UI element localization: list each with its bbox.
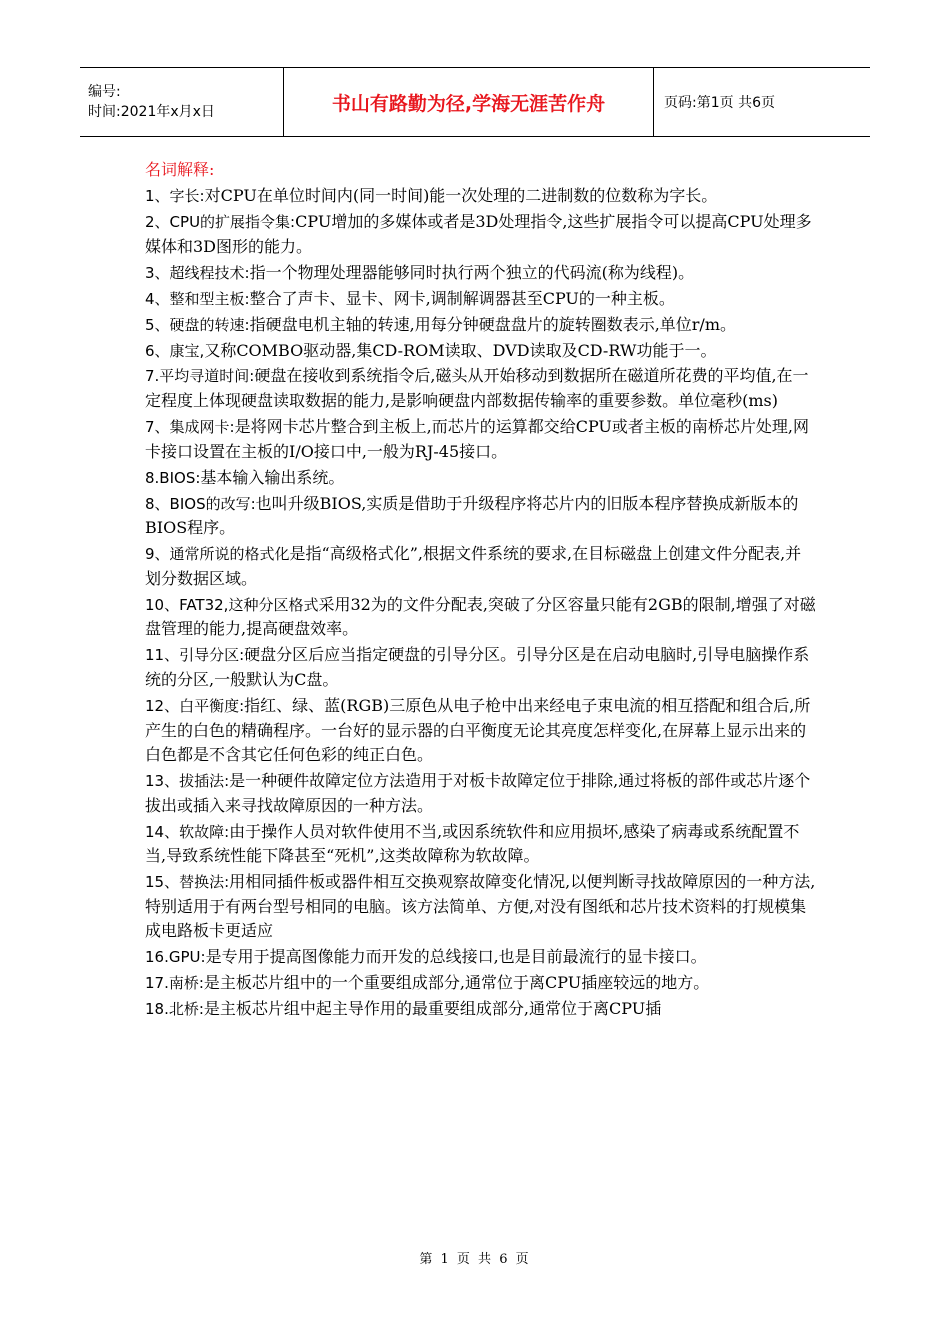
glossary-term: 7、集成网卡:: [145, 418, 235, 437]
glossary-entry: [145, 261, 817, 286]
glossary-definition: 是将网卡芯片整合到主板上,而芯片的运算都交给CPU或者主板的南桥芯片处理,网卡接口设置在主板的I/O接口中,一般为RJ-45接口。: [145, 417, 809, 461]
glossary-term: 8.BIOS:: [145, 468, 201, 487]
glossary-entry: [145, 870, 817, 944]
glossary-definition: 又称COMBO驱动器,集CD-ROM读取、DVD读取及CD-RW功能于一。: [204, 340, 717, 360]
glossary-definition: 指硬盘电机主轴的转速,用每分钟硬盘盘片的旋转圈数表示,单位r/m。: [249, 314, 736, 334]
glossary-entry: [145, 997, 817, 1022]
page-header: [80, 67, 870, 137]
glossary-term: 13、拔插法:: [145, 772, 230, 791]
glossary-term: 7.平均寻道时间:: [145, 367, 255, 386]
glossary-definition: 是主板芯片组中起主导作用的最重要组成部分,通常位于离CPU插: [203, 999, 662, 1019]
glossary-entry: [145, 313, 817, 338]
glossary-entry: [145, 339, 817, 364]
glossary-term: 5、硬盘的转速:: [145, 315, 250, 334]
glossary-definition: 指一个物理处理器能够同时执行两个独立的代码流(称为线程)。: [249, 262, 695, 282]
glossary-term: 4、整和型主板:: [145, 289, 250, 308]
glossary-entry: [145, 210, 817, 259]
glossary-definition: 也叫升级BIOS,实质是借助于升级程序将芯片内的旧版本程序替换成新版本的BIOS程序。: [145, 493, 799, 538]
document-number-label: 编号:: [88, 84, 121, 100]
glossary-term: 11、引导分区:: [145, 646, 245, 665]
document-body: [145, 158, 817, 1022]
glossary-term: 1、字长:: [145, 186, 205, 205]
glossary-definition: 对CPU在单位时间内(同一时间)能一次处理的二进制数的位数称为字长。: [204, 185, 718, 205]
glossary-definition: 硬盘在接收到系统指令后,磁头从开始移动到数据所在磁道所花费的平均值,在一定程度上体现硬盘读取数据的能力,是影响硬盘内部数据传输率的重要参数。单位毫秒(ms): [145, 366, 809, 411]
glossary-term: 12、白平衡度:: [145, 696, 245, 715]
glossary-term: 2、CPU的扩展指令集:: [145, 212, 296, 231]
glossary-definition: 基本输入输出系统。: [200, 467, 345, 487]
header-motto: 书山有路勤为径,学海无涯苦作舟: [284, 68, 654, 136]
glossary-term: 10、FAT32,这种分区格式: [145, 595, 319, 614]
glossary-entry: [145, 542, 817, 591]
glossary-term: 18.北桥:: [145, 1000, 204, 1019]
glossary-entry: [145, 694, 817, 768]
header-page-label: 页码:第1页 共6页: [664, 95, 775, 111]
glossary-entry: [145, 364, 817, 413]
glossary-entry: [145, 643, 817, 692]
section-title: 名词解释:: [145, 160, 215, 179]
glossary-term: 17.南桥:: [145, 974, 204, 993]
glossary-entry: [145, 769, 817, 818]
glossary-entry: [145, 492, 817, 541]
glossary-definition: 由于操作人员对软件使用不当,或因系统软件和应用损坏,感染了病毒或系统配置不当,导致系统性能下降甚至“死机”,这类故障称为软故障。: [145, 821, 800, 866]
glossary-definition: 是专用于提高图像能力而开发的总线接口,也是目前最流行的显卡接口。: [205, 947, 707, 967]
glossary-entry: [145, 971, 817, 996]
glossary-term: 9、通常所说的格式化: [145, 545, 290, 564]
glossary-definition: CPU增加的多媒体或者是3D处理指令,这些扩展指令可以提高CPU处理多媒体和3D图形的能力。: [145, 211, 812, 256]
glossary-definition: 整合了声卡、显卡、网卡,调制解调器甚至CPU的一种主板。: [249, 288, 675, 308]
glossary-definition: 是主板芯片组中的一个重要组成部分,通常位于离CPU插座较远的地方。: [203, 973, 710, 993]
glossary-entry: [145, 415, 817, 464]
glossary-term: 15、替换法:: [145, 873, 230, 892]
document-time-label: 时间:2021年x月x日: [88, 104, 215, 120]
page-footer: 第 1 页 共 6 页: [419, 1252, 531, 1267]
glossary-list: [145, 184, 817, 1022]
glossary-definition: 用相同插件板或器件相互交换观察故障变化情况,以便判断寻找故障原因的一种方法,特别适用于有两台型号相同的电脑。该方法简单、方便,对没有图纸和芯片技术资料的打规模集成电路板卡更适应: [145, 872, 816, 941]
glossary-entry: [145, 945, 817, 970]
glossary-entry: [145, 466, 817, 491]
glossary-term: 8、BIOS的改写:: [145, 494, 256, 513]
glossary-entry: [145, 820, 817, 869]
glossary-definition: 硬盘分区后应当指定硬盘的引导分区。引导分区是在启动电脑时,引导电脑操作系统的分区,一般默认为C盘。: [145, 645, 810, 689]
glossary-definition: 是一种硬件故障定位方法造用于对板卡故障定位于排除,通过将板的部件或芯片逐个拔出或插入来寻找故障原因的一种方法。: [145, 771, 811, 815]
glossary-entry: [145, 593, 817, 642]
glossary-term: 6、康宝,: [145, 341, 205, 360]
glossary-definition: 采用32为的文件分配表,突破了分区容量只能有2GB的限制,增强了对磁盘管理的能力,提高硬盘效率。: [145, 594, 816, 639]
header-meta: [80, 68, 284, 136]
glossary-term: 3、超线程技术:: [145, 263, 250, 282]
glossary-definition: 是指“高级格式化”,根据文件系统的要求,在目标磁盘上创建文件分配表,并划分数据区域。: [145, 544, 802, 588]
glossary-term: 16.GPU:: [145, 948, 206, 967]
glossary-term: 14、软故障:: [145, 822, 230, 841]
glossary-entry: [145, 287, 817, 312]
glossary-definition: 指红、绿、蓝(RGB)三原色从电子枪中出来经电子束电流的相互搭配和组合后,所产生的白色的精确程序。一台好的显示器的白平衡度无论其亮度怎样变化,在屏幕上显示出来的白色都是不含其它任何色彩的纯正白色。: [145, 695, 811, 765]
glossary-entry: [145, 184, 817, 209]
